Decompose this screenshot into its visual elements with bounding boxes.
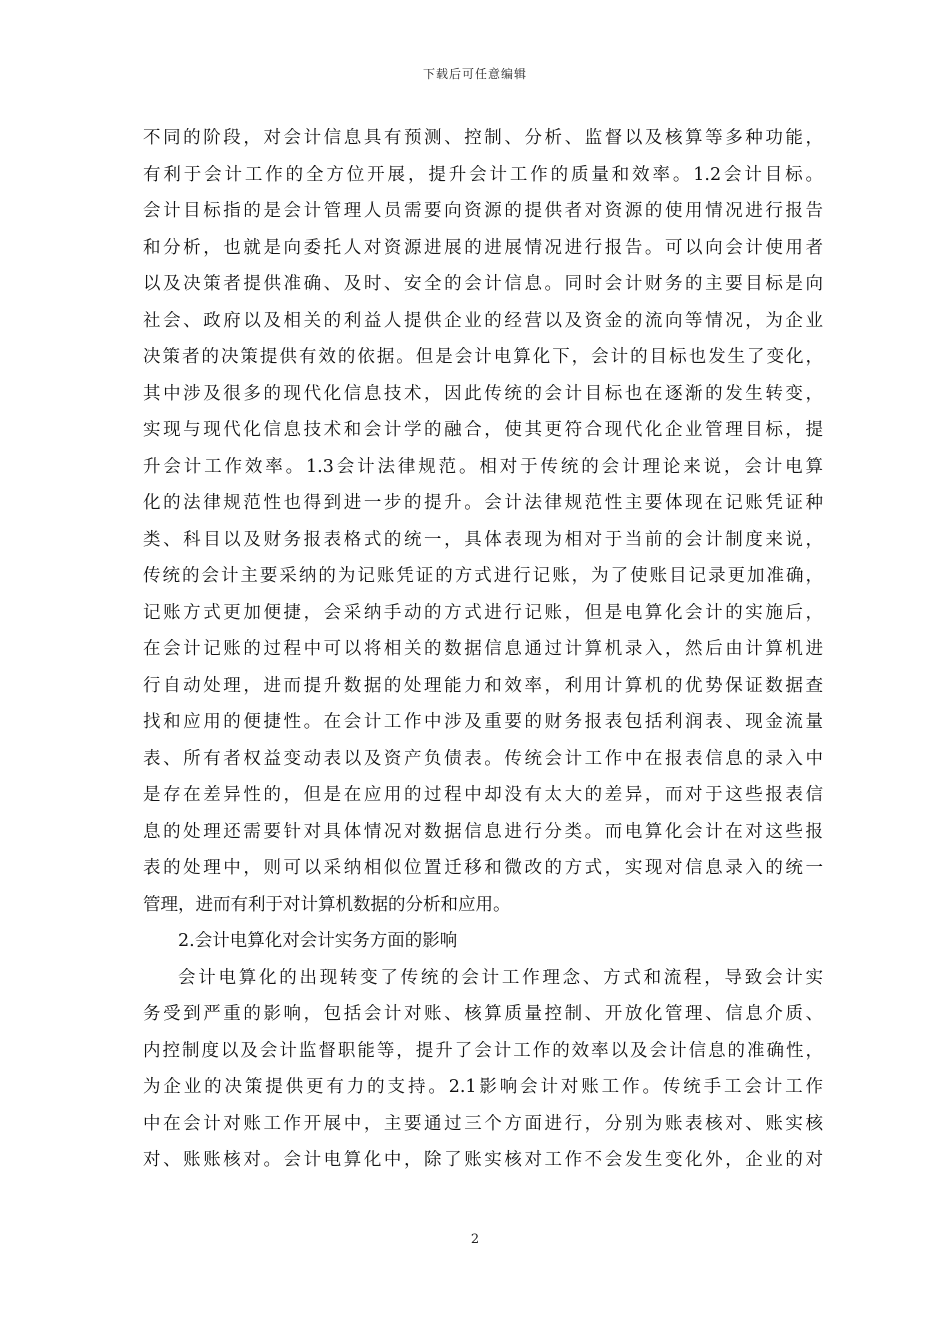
text-line: 不同的阶段，对会计信息具有预测、控制、分析、监督以及核算等多种功能，	[143, 128, 823, 148]
page-number: 2	[470, 1232, 480, 1247]
text-line: 内控制度以及会计监督职能等，提升了会计工作的效率以及会计信息的准确性，	[143, 1040, 823, 1061]
section-heading: 2.会计电算化对会计实务方面的影响	[178, 931, 458, 951]
text-line: 有利于会计工作的全方位开展，提升会计工作的质量和效率。1.2会计目标。	[143, 164, 823, 185]
text-line: 找和应用的便捷性。在会计工作中涉及重要的财务报表包括利润表、现金流量	[143, 712, 823, 732]
text-line: 表、所有者权益变动表以及资产负债表。传统会计工作中在报表信息的录入中	[143, 748, 823, 769]
text-line: 其中涉及很多的现代化信息技术，因此传统的会计目标也在逐渐的发生转变，	[143, 383, 823, 404]
text-line: 中在会计对账工作开展中，主要通过三个方面进行，分别为账表核对、账实核	[143, 1113, 823, 1134]
text-line: 和分析，也就是向委托人对资源进展的进展情况进行报告。可以向会计使用者	[143, 237, 823, 258]
text-line: 为企业的决策提供更有力的支持。2.1影响会计对账工作。传统手工会计工作	[143, 1077, 823, 1097]
text-line: 社会、政府以及相关的利益人提供企业的经营以及资金的流向等情况，为企业	[143, 310, 823, 331]
text-line: 会计电算化的出现转变了传统的会计工作理念、方式和流程，导致会计实	[178, 967, 823, 988]
text-line: 会计目标指的是会计管理人员需要向资源的提供者对资源的使用情况进行报告	[143, 201, 823, 221]
text-line: 对、账账核对。会计电算化中，除了账实核对工作不会发生变化外，企业的对	[143, 1150, 823, 1170]
document-body	[143, 120, 823, 1179]
text-line: 务受到严重的影响，包括会计对账、核算质量控制、开放化管理、信息介质、	[143, 1004, 823, 1024]
text-line: 决策者的决策提供有效的依据。但是会计电算化下，会计的目标也发生了变化，	[143, 347, 823, 367]
text-line: 传统的会计主要采纳的为记账凭证的方式进行记账，为了使账目记录更加准确，	[143, 566, 823, 586]
text-line: 在会计记账的过程中可以将相关的数据信息通过计算机录入，然后由计算机进	[143, 639, 823, 659]
text-line: 以及决策者提供准确、及时、安全的会计信息。同时会计财务的主要目标是向	[143, 274, 823, 294]
text-line: 记账方式更加便捷，会采纳手动的方式进行记账，但是电算化会计的实施后，	[143, 602, 823, 623]
text-line: 是存在差异性的，但是在应用的过程中却没有太大的差异，而对于这些报表信	[143, 785, 823, 805]
text-line: 化的法律规范性也得到进一步的提升。会计法律规范性主要体现在记账凭证种	[143, 493, 823, 513]
text-line: 实现与现代化信息技术和会计学的融合，使其更符合现代化企业管理目标，提	[143, 420, 823, 440]
text-line: 管理，进而有利于对计算机数据的分析和应用。	[143, 894, 511, 915]
page-header: 下载后可任意编辑	[422, 67, 527, 81]
text-line: 息的处理还需要针对具体情况对数据信息进行分类。而电算化会计在对这些报	[143, 821, 823, 842]
text-line: 表的处理中，则可以采纳相似位置迁移和微改的方式，实现对信息录入的统一	[143, 858, 823, 878]
text-line: 行自动处理，进而提升数据的处理能力和效率，利用计算机的优势保证数据查	[143, 675, 823, 696]
text-line: 类、科目以及财务报表格式的统一，具体表现为相对于当前的会计制度来说，	[143, 529, 823, 550]
text-line: 升会计工作效率。1.3会计法律规范。相对于传统的会计理论来说，会计电算	[143, 456, 823, 477]
